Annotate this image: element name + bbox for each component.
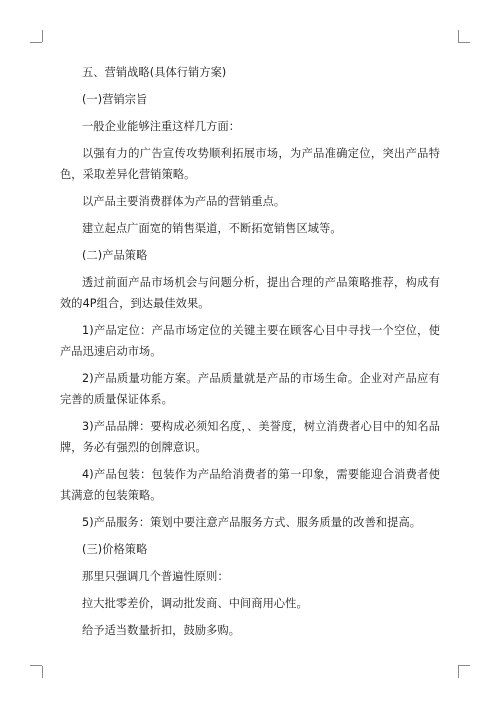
section-heading: 五、营销战略(具体行销方案) bbox=[82, 66, 227, 79]
list-item: 3)产品品牌：要构成必须知名度，、美誉度，树立消费者心目中的知名品牌，务必有强烈的创牌意识。 bbox=[60, 420, 440, 454]
body-paragraph: 透过前面产品市场机会与问题分析，提出合理的产品策略推荐，构成有效的4P组合，到达最佳效果。 bbox=[60, 276, 440, 310]
crop-mark-top-left-h bbox=[30, 42, 42, 43]
body-paragraph: 那里只强调几个普遍性原则： bbox=[82, 570, 229, 583]
body-paragraph: 以产品主要消费群体为产品的营销重点。 bbox=[82, 195, 286, 208]
crop-mark-bottom-left-h bbox=[30, 665, 42, 666]
crop-mark-bottom-left-v bbox=[42, 666, 43, 678]
body-paragraph: 以强有力的广告宣传攻势顺利拓展市场，为产品准确定位，突出产品特色，采取差异化营销策略。 bbox=[60, 147, 440, 181]
subsection-heading: (三)价格策略 bbox=[82, 543, 148, 556]
body-paragraph: 给予适当数量折扣，鼓励多购。 bbox=[82, 624, 241, 637]
body-paragraph: 建立起点广面宽的销售渠道，不断拓宽销售区域等。 bbox=[82, 222, 342, 235]
body-paragraph: 一般企业能够注重这样几方面： bbox=[82, 120, 241, 133]
list-item: 2)产品质量功能方案。产品质量就是产品的市场生命。企业对产品应有完善的质量保证体系。 bbox=[60, 372, 440, 406]
crop-mark-bottom-right-v bbox=[458, 666, 459, 678]
crop-mark-top-right-v bbox=[458, 30, 459, 42]
document-body bbox=[60, 62, 440, 647]
list-item: 5)产品服务：策划中要注意产品服务方式、服务质量的改善和提高。 bbox=[82, 516, 422, 529]
subsection-heading: (二)产品策略 bbox=[82, 249, 148, 262]
crop-mark-bottom-right-h bbox=[458, 665, 470, 666]
body-paragraph: 拉大批零差价，调动批发商、中间商用心性。 bbox=[82, 597, 308, 610]
subsection-heading: (一)营销宗旨 bbox=[82, 93, 148, 106]
list-item: 1)产品定位：产品市场定位的关键主要在顾客心目中寻找一个空位，使产品迅速启动市场。 bbox=[60, 324, 440, 358]
list-item: 4)产品包装：包装作为产品给消费者的第一印象，需要能迎合消费者使其满意的包装策略。 bbox=[60, 468, 440, 502]
crop-mark-top-right-h bbox=[458, 42, 470, 43]
crop-mark-top-left-v bbox=[42, 30, 43, 42]
